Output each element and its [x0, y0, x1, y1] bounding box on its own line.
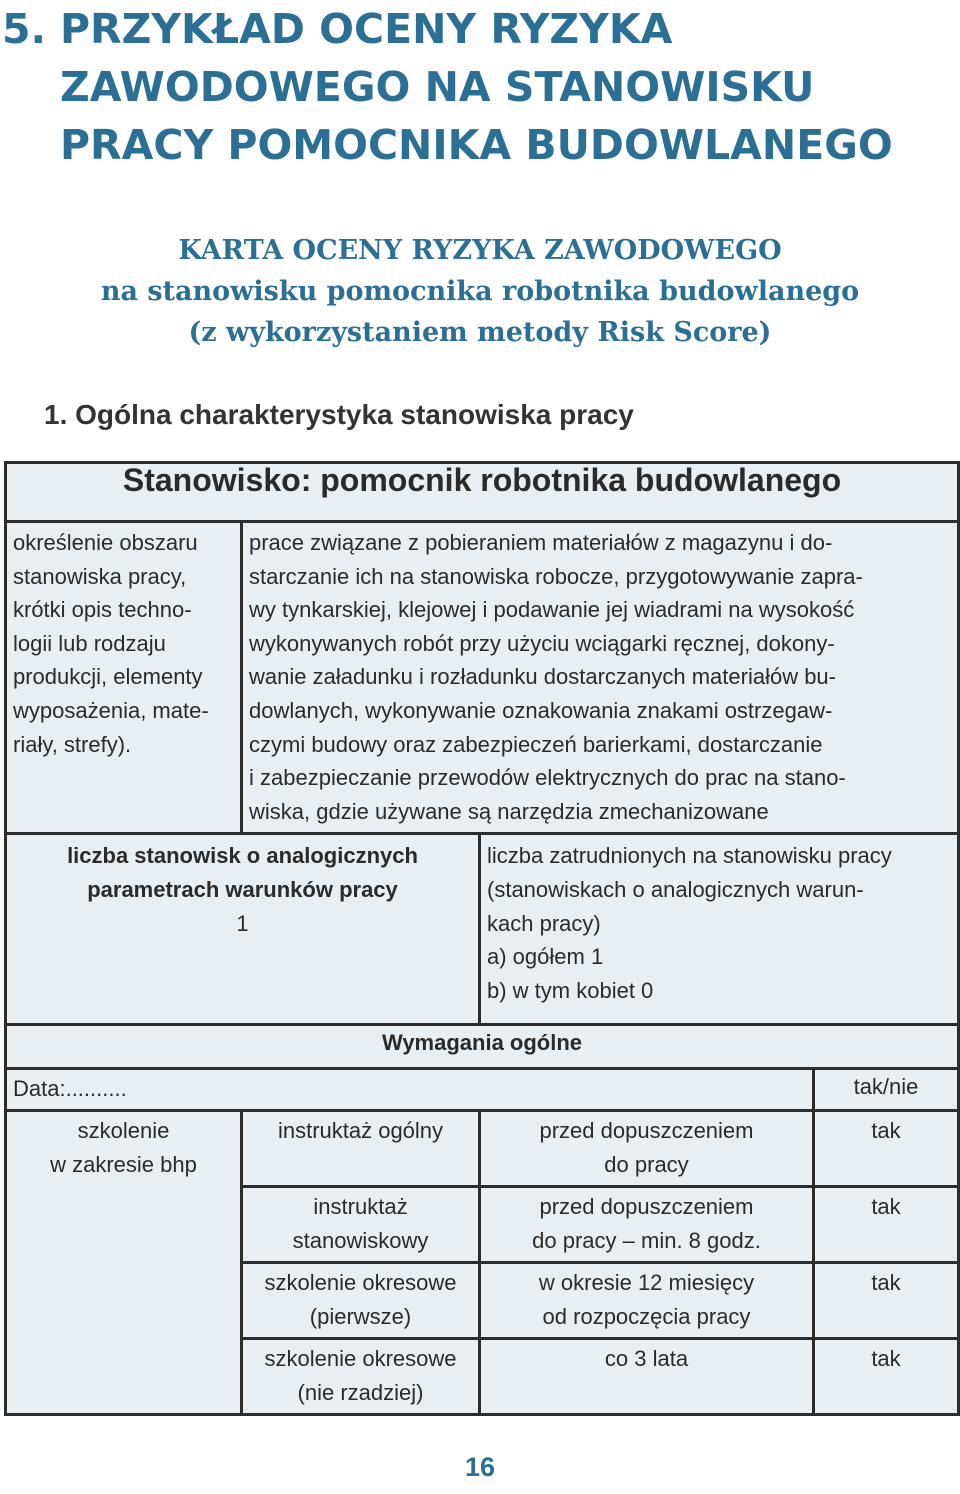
training-when: przed dopuszczeniem do pracy [480, 1111, 814, 1187]
positions-count-label: parametrach warunków pracy [87, 876, 398, 902]
risk-card-table [4, 461, 960, 1416]
training-value: tak [814, 1339, 959, 1415]
yes-no-header: tak/nie [814, 1069, 959, 1111]
date-field: Data:.......... [6, 1069, 814, 1111]
training-value: tak [814, 1111, 959, 1187]
page-number: 16 [464, 1452, 496, 1482]
training-label: szkolenie w zakresie bhp [6, 1111, 242, 1415]
training-type: instruktaż ogólny [242, 1111, 480, 1187]
card-title-line: na stanowisku pomocnika robotnika budowlanego [100, 276, 860, 307]
chapter-title [60, 0, 893, 174]
training-when: co 3 lata [480, 1339, 814, 1415]
training-when: przed dopuszczeniem do pracy – min. 8 godz. [480, 1187, 814, 1263]
card-title-line: (z wykorzystaniem metody Risk Score) [188, 317, 772, 348]
training-when: w okresie 12 miesięcy od rozpoczęcia pracy [480, 1263, 814, 1339]
positions-count-cell [6, 834, 480, 1025]
employed-count-cell: liczba zatrudnionych na stanowisku pracy (stanowiskach o analogicznych warun- kach pracy) a) ogółem 1 b) w tym kobiet 0 [480, 834, 959, 1025]
positions-count-value: 1 [236, 910, 249, 936]
training-type: szkolenie okresowe (nie rzadziej) [242, 1339, 480, 1415]
chapter-title-line: ZAWODOWEGO NA STANOWISKU [60, 63, 815, 111]
section-title: 1. Ogólna charakterystyka stanowiska pracy [44, 399, 634, 430]
training-value: tak [814, 1263, 959, 1339]
chapter-title-line: PRACY POMOCNIKA BUDOWLANEGO [60, 121, 893, 169]
training-type: instruktaż stanowiskowy [242, 1187, 480, 1263]
description-text: prace związane z pobieraniem materiałów z magazynu i do- starczanie ich na stanowiska robocze, przygotowywanie zapra- wy tynkarskiej, klejowej i podawanie jej wiadrami na wysokość wykonywanych robót przy użyciu wciągarki ręcznej, dokony- wanie załadunku i rozładunku dostarczanych materiałów bu- dowlanych, wykonywanie oznakowania znakami ostrzegaw- czymi budowy oraz zabezpieczeń barierkami, dostarczanie i zabezpieczanie przewodów elektrycznych do prac na stano- wiska, gdzie używane są narzędzia zmechanizowane [242, 522, 959, 834]
chapter-title-line: PRZYKŁAD OCENY RYZYKA [60, 5, 673, 53]
card-title-line: KARTA OCENY RYZYKA ZAWODOWEGO [178, 235, 782, 266]
description-label: określenie obszaru stanowiska pracy, krótki opis techno- logii lub rodzaju produkcji, elementy wyposażenia, mate- riały, strefy). [6, 522, 242, 834]
position-title: Stanowisko: pomocnik robotnika budowlanego [6, 463, 959, 522]
card-title [0, 230, 960, 353]
training-type: szkolenie okresowe (pierwsze) [242, 1263, 480, 1339]
chapter-number: 5. [2, 5, 47, 53]
requirements-header: Wymagania ogólne [6, 1025, 959, 1069]
training-value: tak [814, 1187, 959, 1263]
positions-count-label: liczba stanowisk o analogicznych [67, 843, 418, 869]
